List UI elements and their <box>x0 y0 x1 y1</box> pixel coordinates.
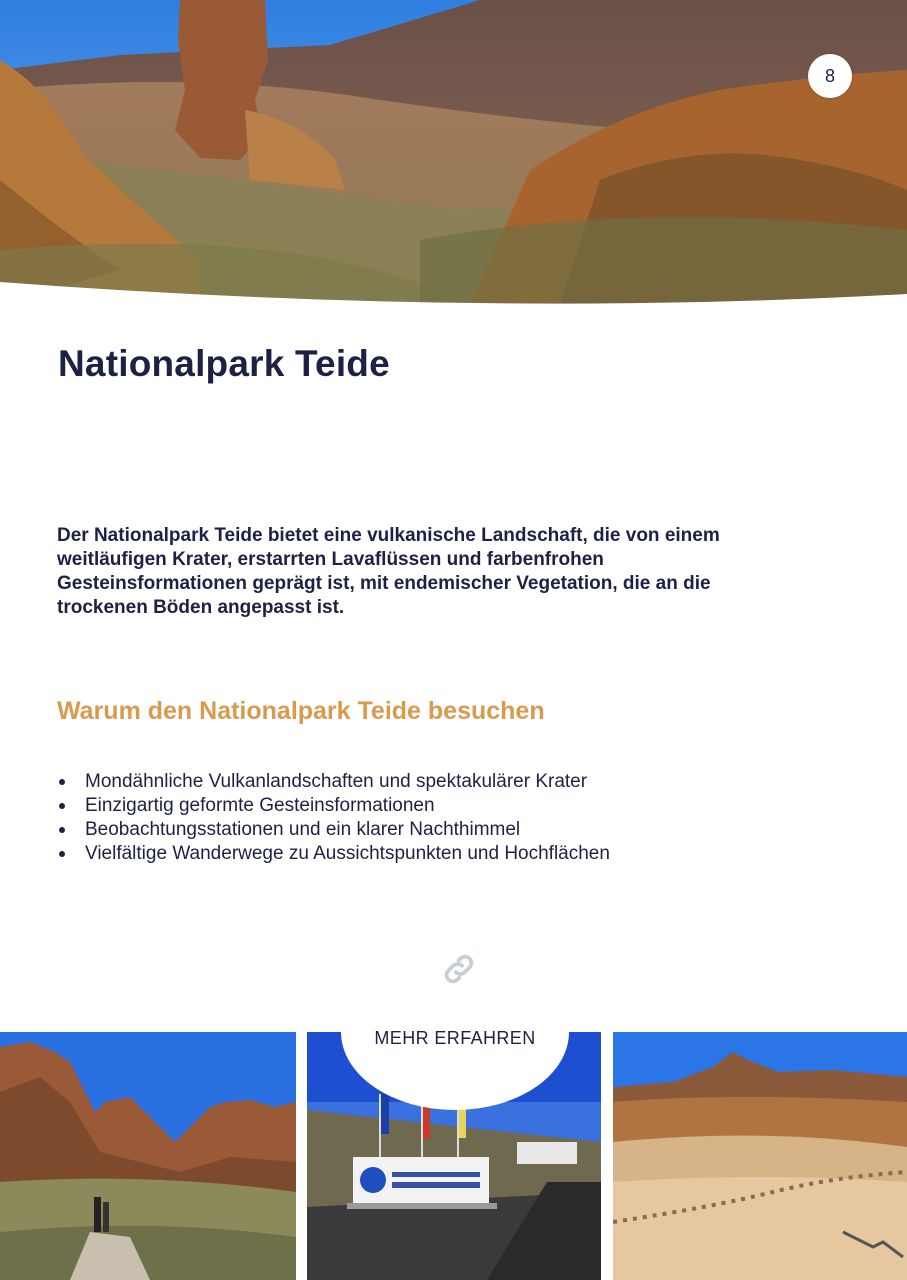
list-item <box>57 842 610 866</box>
page-title: Nationalpark Teide <box>58 343 390 384</box>
bullet-icon <box>59 803 65 809</box>
highlights-list <box>57 770 610 866</box>
section-heading: Warum den Nationalpark Teide besuchen <box>57 697 545 725</box>
intro-paragraph: Der Nationalpark Teide bietet eine vulkanische Landschaft, die von einem weitläufigen Krater, erstarrten Lavaflüssen und farbenfrohen Gesteinsformationen geprägt ist, mit endemischer Vegetation, die an die trockenen Böden angepasst ist. <box>57 525 720 618</box>
list-item-text: Vielfältige Wanderwege zu Aussichtspunkten und Hochflächen <box>85 843 610 864</box>
list-item <box>57 770 610 794</box>
bullet-icon <box>59 851 65 857</box>
bullet-icon <box>59 779 65 785</box>
hero-photo-teide <box>0 0 907 305</box>
list-item <box>57 794 610 818</box>
list-item <box>57 818 610 842</box>
photo-rock-formations <box>0 1032 296 1280</box>
list-item-text: Mondähnliche Vulkanlandschaften und spektakulärer Krater <box>85 771 588 792</box>
page-number-badge: 8 <box>808 54 852 98</box>
bullet-icon <box>59 827 65 833</box>
mehr-erfahren-button[interactable]: MEHR ERFAHREN <box>341 1010 569 1110</box>
list-item-text: Beobachtungsstationen und ein klarer Nachthimmel <box>85 819 521 840</box>
list-item-text: Einzigartig geformte Gesteinsformationen <box>85 795 435 816</box>
photo-caldera-trail <box>613 1032 907 1280</box>
link-icon[interactable] <box>440 950 478 988</box>
